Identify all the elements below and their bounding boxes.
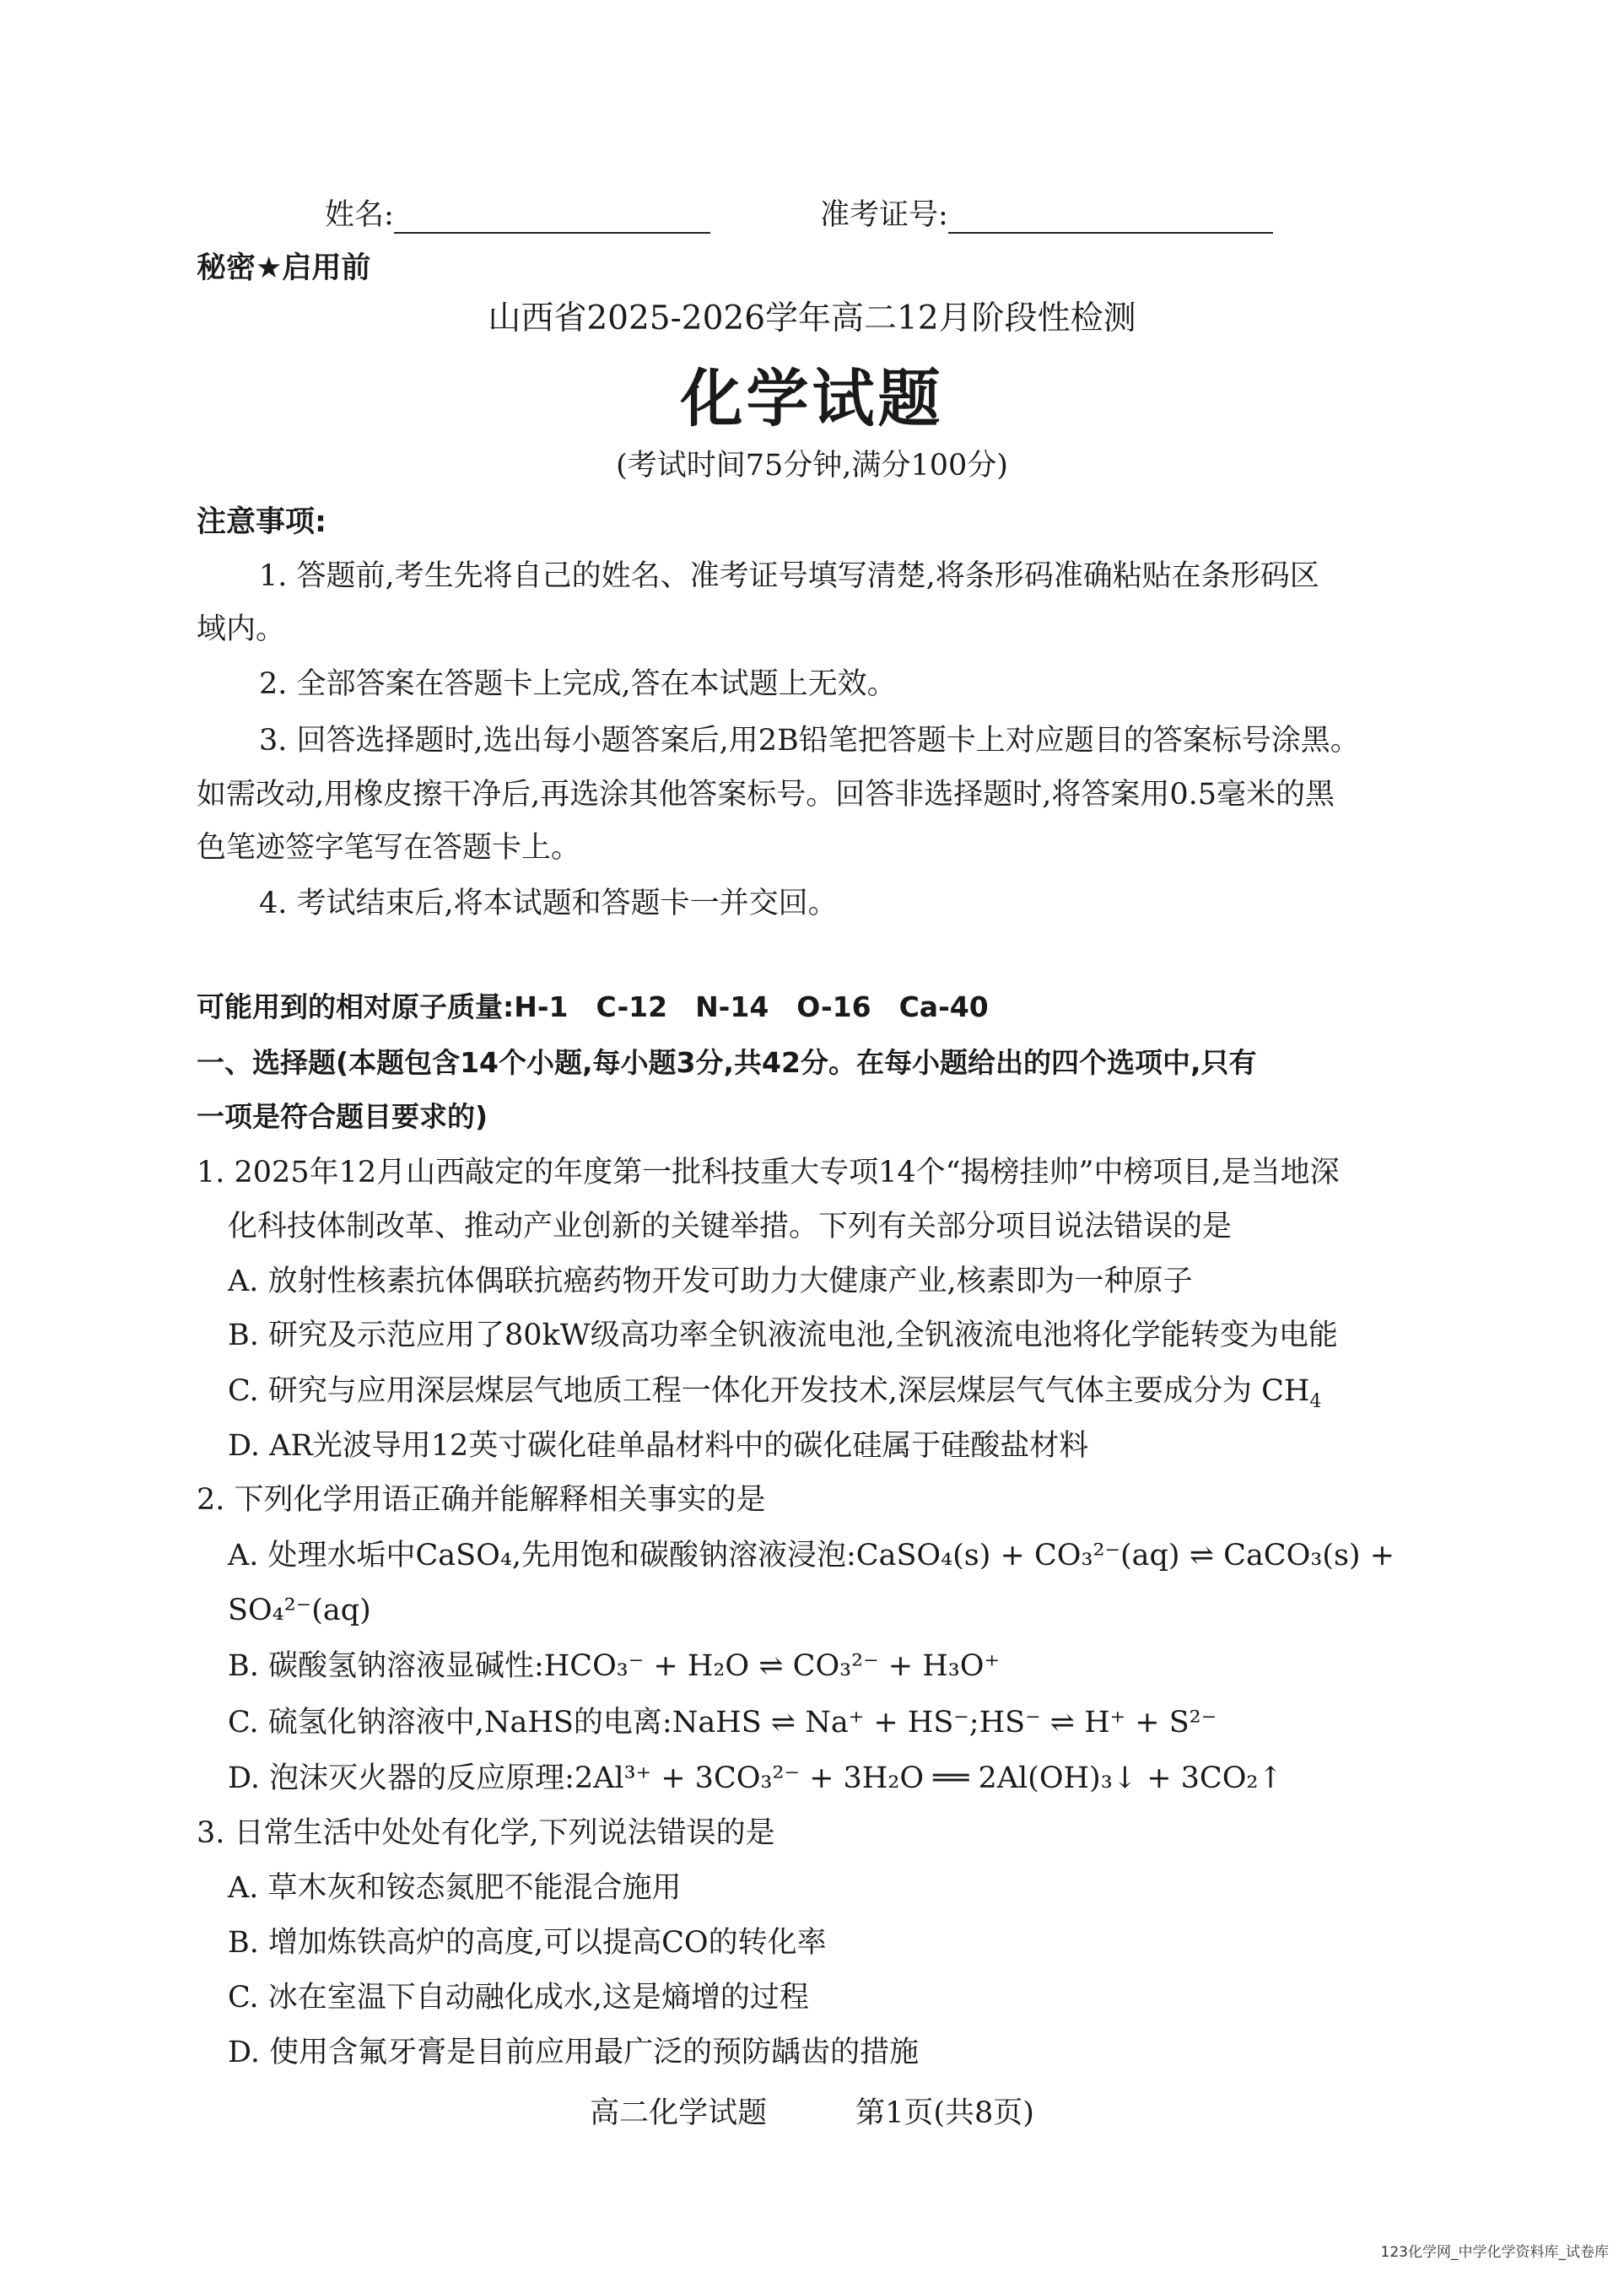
q2-option-b: B. 碳酸氢钠溶液显碱性:HCO₃⁻ + H₂O ⇌ CO₃²⁻ + H₃O⁺ [228,1649,1000,1683]
page-footer: 高二化学试题 第1页(共8页) [590,2096,1034,2130]
q1-option-d: D. AR光波导用12英寸碳化硅单晶材料中的碳化硅属于硅酸盐材料 [228,1429,1089,1463]
exam-subtitle: 山西省2025-2026学年高二12月阶段性检测 [488,299,1136,337]
site-watermark: 123化学网_中学化学资料库_试卷库 [1380,2244,1609,2261]
exam-time-info: (考试时间75分钟,满分100分) [616,449,1008,483]
section-heading-cont: 一项是符合题目要求的) [197,1100,488,1133]
q3-option-a: A. 草木灰和铵态氮肥不能混合施用 [228,1871,682,1905]
note-4: 4. 考试结束后,将本试题和答题卡一并交回。 [259,887,838,920]
notes-heading: 注意事项: [197,505,326,539]
page-title: 化学试题 [680,363,944,435]
note-3-cont: 如需改动,用橡皮擦干净后,再选涂其他答案标号。回答非选择题时,将答案用0.5毫米的黑 [197,778,1335,812]
exam-id-field [820,197,1273,234]
q2-option-a-cont: SO₄²⁻(aq) [228,1594,371,1627]
q3-option-b: B. 增加炼铁高炉的高度,可以提高CO的转化率 [228,1926,827,1960]
section-heading: 一、选择题(本题包含14个小题,每小题3分,共42分。在每小题给出的四个选项中,只有 [197,1046,1257,1079]
secret-mark: 秘密★启用前 [197,251,371,285]
q1-stem-cont: 化科技体制改革、推动产业创新的关键举措。下列有关部分项目说法错误的是 [228,1210,1233,1243]
q3-option-d: D. 使用含氟牙膏是目前应用最广泛的预防龋齿的措施 [228,2036,920,2069]
q1-option-c-text: C. 研究与应用深层煤层气地质工程一体化开发技术,深层煤层气气体主要成分为 [228,1374,1252,1408]
q2-option-c: C. 硫氢化钠溶液中,NaHS的电离:NaHS ⇌ Na⁺ + HS⁻;HS⁻ ⇌ H⁺ + S²⁻ [228,1706,1217,1740]
q2-option-a: A. 处理水垢中CaSO₄,先用饱和碳酸钠溶液浸泡:CaSO₄(s) + CO₃²⁻(aq) ⇌ CaCO₃(s) + [228,1539,1395,1572]
q2-option-d: D. 泡沫灭火器的反应原理:2Al³⁺ + 3CO₃²⁻ + 3H₂O ══ 2Al(OH)₃↓ + 3CO₂↑ [228,1761,1283,1795]
note-1-cont: 域内。 [197,612,286,646]
name-blank [394,202,710,234]
q2-stem: 2. 下列化学用语正确并能解释相关事实的是 [197,1483,766,1517]
name-field [325,197,710,234]
atomic-masses: 可能用到的相对原子质量:H-1 C-12 N-14 O-16 Ca-40 [197,990,989,1023]
q1-stem: 1. 2025年12月山西敲定的年度第一批科技重大专项14个“揭榜挂帅”中榜项目,是当地深 [197,1156,1340,1189]
q1-option-c-formula: CH [1261,1374,1310,1408]
exam-id-label: 准考证号: [820,198,948,232]
name-label: 姓名: [325,198,394,232]
note-2: 2. 全部答案在答题卡上完成,答在本试题上无效。 [259,667,897,701]
q1-option-b: B. 研究及示范应用了80kW级高功率全钒液流电池,全钒液流电池将化学能转变为电能 [228,1319,1338,1352]
note-3: 3. 回答选择题时,选出每小题答案后,用2B铅笔把答题卡上对应题目的答案标号涂黑。 [259,724,1360,758]
note-3-cont-2: 色笔迹签字笔写在答题卡上。 [197,831,581,865]
q1-option-c [228,1373,1321,1410]
q3-stem: 3. 日常生活中处处有化学,下列说法错误的是 [197,1816,775,1850]
exam-id-blank [948,202,1273,234]
note-1: 1. 答题前,考生先将自己的姓名、准考证号填写清楚,将条形码准确粘贴在条形码区 [259,559,1319,593]
q3-option-c: C. 冰在室温下自动融化成水,这是熵增的过程 [228,1981,809,2015]
q1-option-a: A. 放射性核素抗体偶联抗癌药物开发可助力大健康产业,核素即为一种原子 [228,1265,1193,1298]
q1-option-c-subscript: 4 [1309,1391,1322,1412]
